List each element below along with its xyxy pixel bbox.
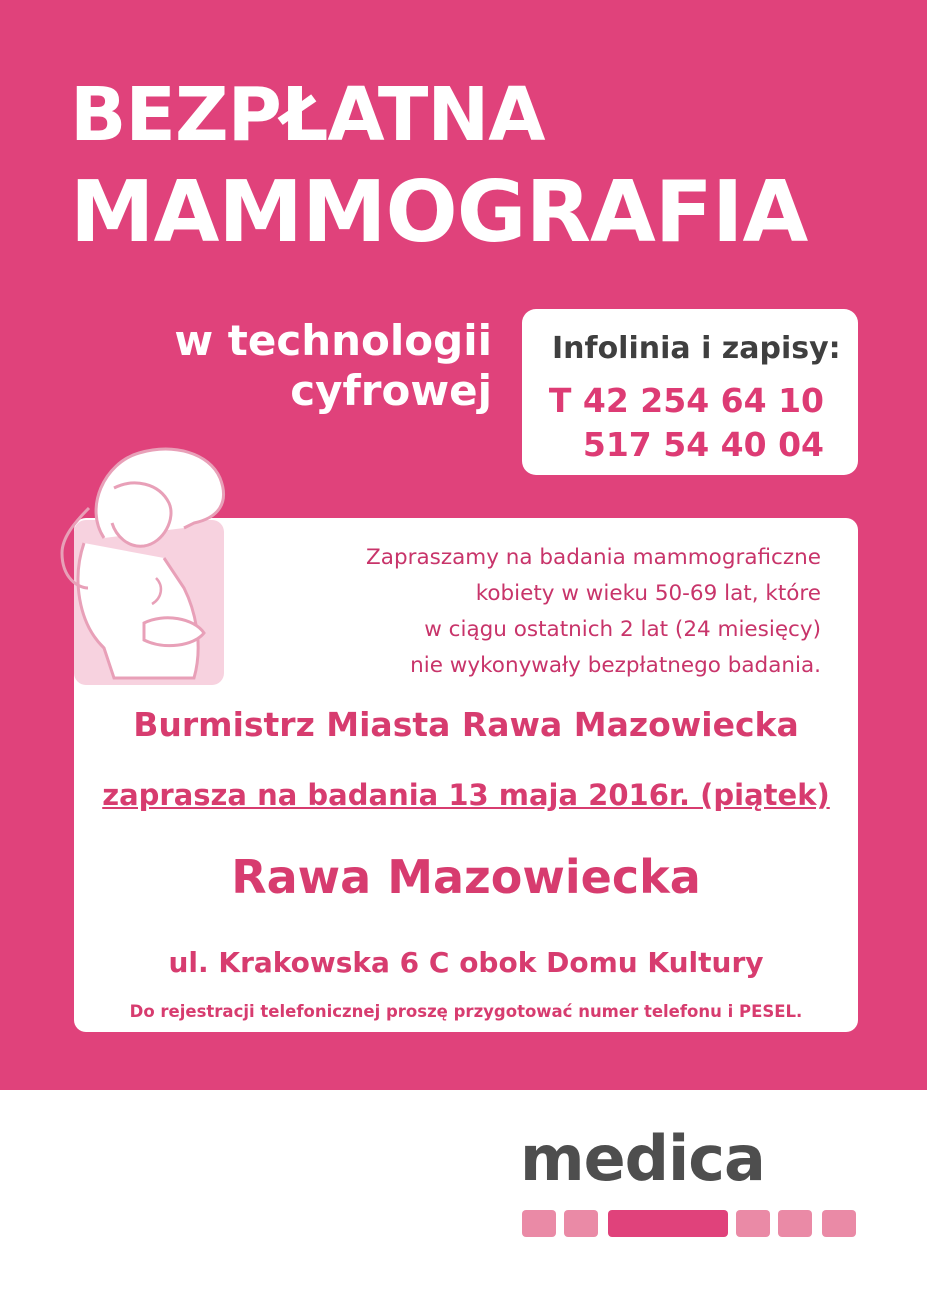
infoline-title: Infolinia i zapisy: [552, 331, 841, 366]
logo-bar [778, 1210, 812, 1237]
logo-bar [564, 1210, 598, 1237]
phone-number-1[interactable]: T 42 254 64 10 [548, 381, 824, 420]
medica-logo: medica [520, 1122, 765, 1195]
event-city: Rawa Mazowiecka [231, 850, 701, 904]
invitation-line: Zapraszamy na badania mammograficzne [366, 545, 821, 570]
logo-bar [608, 1210, 728, 1237]
logo-bar [736, 1210, 770, 1237]
infoline-box [522, 309, 858, 475]
invitation-line: kobiety w wieku 50-69 lat, które [475, 581, 821, 606]
subtitle-line2: cyfrowej [290, 366, 492, 415]
phone-number-2[interactable]: 517 54 40 04 [582, 425, 824, 464]
logo-bar [522, 1210, 556, 1237]
subtitle-line1: w technologii [174, 316, 492, 365]
invitation-text [261, 540, 821, 684]
invitation-line: nie wykonywały bezpłatnego badania. [410, 653, 821, 678]
headline-line1: BEZPŁATNA [70, 72, 545, 158]
event-date: zaprasza na badania 13 maja 2016r. (piątek) [102, 778, 830, 812]
registration-note: Do rejestracji telefonicznej proszę przygotować numer telefonu i PESEL. [129, 1002, 803, 1021]
headline-line2: MAMMOGRAFIA [70, 163, 808, 262]
woman-illustration-icon [44, 428, 244, 695]
logo-bar [822, 1210, 856, 1237]
event-host: Burmistrz Miasta Rawa Mazowiecka [133, 705, 799, 744]
invitation-line: w ciągu ostatnich 2 lat (24 miesięcy) [424, 617, 821, 642]
event-address: ul. Krakowska 6 C obok Domu Kultury [168, 946, 764, 979]
subtitle [120, 316, 492, 416]
